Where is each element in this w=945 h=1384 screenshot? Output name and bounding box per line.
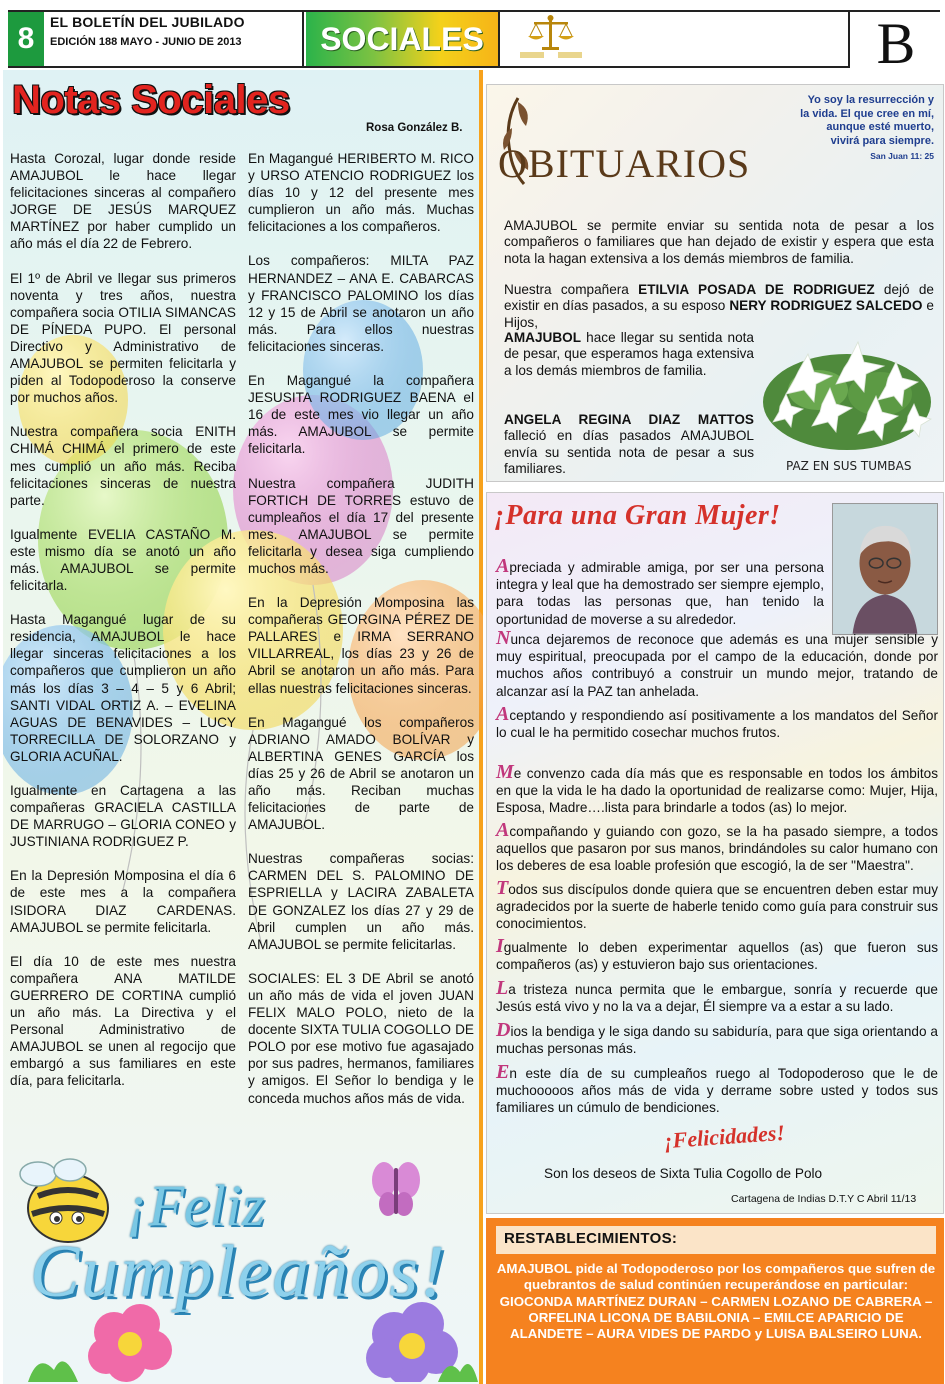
paragraph-text: a tristeza nunca permita que le embargue, sonría y recuerde que Jesús está vivo y no la va a dejar, Él siempre va a estar a su lado. [496, 982, 938, 1015]
text-span: e Hijos, [504, 298, 934, 330]
dropcap: N [496, 627, 511, 649]
relative-name: NERY RODRIGUEZ SALCEDO [729, 298, 923, 314]
mujer-paragraph [496, 977, 938, 1015]
notas-paragraph: En Magangué los compañeros ADRIANO AMADO BOLÍVAR y ALBERTINA GENES GARCÍA los días 25 y 26 de Abril se anotaron un año más. Reciban muchas felicitaciones de parte de AMAJUBOL. [248, 714, 474, 833]
cumpleanos-lettering: Cumpleaños! [30, 1231, 447, 1313]
gran-mujer-title: ¡Para una Gran Mujer! [494, 500, 781, 531]
notas-column-2 [248, 150, 474, 1124]
notas-paragraph: Nuestras compañeras socias: CARMEN DEL S. PALOMINO DE ESPRIELLA y LACIRA ZABALETA DE GONZALEZ los días 27 y 29 de Abril cumplen un año más. AMAJUBOL se permite felicitarlas. [248, 851, 474, 952]
notas-paragraph: El día 10 de este mes nuestra compañera ANA MATILDE GUERRERO DE CORTINA cumplió un año más. La Directiva y el Personal Administrativo de AMAJUBOL se unen al regocijo que embargó a sus familiares en este día, para felicitarla. [10, 953, 236, 1089]
notas-paragraph: Hasta Magangué lugar de su residencia, AMAJUBOL le hace llegar sinceras felicitaciones a los compañeros que cumplieron un año más los días 3 – 4 – 5 y 6 Abril; SANTI VIDAL ORTIZ A. – EVELINA AGUAS DE BENAVIDES – LUCY TORRECILLA DE SOLORZANO y GLORIA ACUÑAL. [10, 612, 236, 764]
notas-paragraph: Nuestra compañera JUDITH FORTICH DE TORRES estuvo de cumpleaños el día 17 del presente mes. AMAJUBOL se permite felicitarla y desea siga cumpliendo muchos más. [248, 475, 474, 576]
notas-paragraph: En la Depresión Momposina el día 6 de este mes a la compañera ISIDORA DIAZ CARDENAS. AMAJUBOL se permite felicitarla. [10, 868, 236, 935]
restablecimientos-title: RESTABLECIMIENTOS: [504, 1230, 678, 1247]
dropcap: E [496, 1061, 510, 1083]
notas-paragraph: Igualmente EVELIA CASTAÑO M. este mismo día se anotó un año más. AMAJUBOL se permite felicitarla. [10, 526, 236, 594]
dropcap: D [496, 1019, 511, 1041]
edition-line: EDICIÓN 188 MAYO - JUNIO DE 2013 [50, 36, 242, 48]
butterfly-illustration [372, 1162, 420, 1216]
mujer-paragraph [496, 1019, 938, 1057]
obituarios-frame [486, 84, 944, 482]
page-header [0, 0, 945, 76]
signature-line: Son los deseos de Sixta Tulia Cogollo de Polo [544, 1166, 823, 1181]
deceased-name: ANGELA REGINA DIAZ MATTOS [504, 412, 754, 427]
mujer-paragraph [496, 555, 824, 628]
paragraph-text: ios la bendiga y le siga dando su sabiduría, para que siga orientando a muchas personas más. [496, 1024, 938, 1057]
notas-column-1 [10, 150, 236, 1107]
notas-paragraph: Los compañeros: MILTA PAZ HERNANDEZ – ANA E. CABARCAS y FRANCISCO PALOMINO los días 12 y 15 de Abril se anotaron un año más. Para ellos nuestras felicitaciones sinceras. [248, 253, 474, 354]
notas-paragraph: Igualmente en Cartagena a las compañeras GRACIELA CASTILLA DE MARRUGO – GLORIA CONEO y JUSTINIANA RODRIGUEZ P. [10, 783, 236, 850]
section-letter: B [876, 11, 916, 76]
paragraph-text: e convenzo cada día más que es responsable en todos los ámbitos en que la vida le ha dado la oportunidad de realizarse como: Mujer, Hija, Esposa, Madre….lista para brindarle a todos (as) lo mejor. [496, 766, 938, 816]
dropcap: I [496, 935, 504, 957]
feliz-lettering: ¡Feliz [126, 1173, 265, 1238]
section-banner [306, 12, 498, 66]
mujer-paragraph [496, 703, 938, 741]
author-byline: Rosa González B. [366, 122, 463, 134]
place-date-line: Cartagena de Indias D.T.Y C Abril 11/13 [731, 1193, 917, 1205]
paragraph-text: compañando y guiando con gozo, se la ha pasado siempre, a todos aquellos que pasaron por sus manos, brindándoles su calor humano con los deberes de esa loable profesión que escogió, la de ser "Maestra". [496, 824, 938, 874]
text-span: dejó de existir en días pasados, a su esposo [504, 282, 934, 314]
notas-sociales-title: Notas Sociales [12, 78, 290, 122]
deceased-name: ETILVIA POSADA DE RODRIGUEZ [638, 282, 875, 297]
notas-paragraph: SOCIALES: EL 3 DE Abril se anotó un año más de vida el joven JUAN FELIX MALO POLO, nieto de la docente SIXTA TULIA COGOLLO DE POLO por ese motivo fue agasajado por sus padres, hermanos, familiares y amigos. El Señor lo bendiga y le conceda muchos años más de vida. [248, 970, 474, 1106]
mujer-paragraph [496, 877, 938, 933]
paragraph-text: n este día de su cumpleaños ruego al Todopoderoso que le de muchooooos años más de vida y derrame sobre usted y todos sus familiares un cúmulo de bendiciones. [496, 1066, 938, 1116]
publication-block [50, 14, 300, 48]
dropcap: T [496, 877, 509, 899]
org-name: AMAJUBOL [504, 330, 582, 345]
text-span: Nuestra compañera [504, 282, 639, 297]
flowers-caption: PAZ EN SUS TUMBAS [786, 459, 912, 473]
paragraph-text: odos sus discípulos donde quiera que se encuentren deben estar muy agradecidos por la suerte de haberle tenido como guía para construir sus conocimientos. [496, 882, 938, 932]
mujer-paragraph [496, 1061, 938, 1117]
mujer-paragraph [496, 761, 938, 817]
notas-paragraph: En la Depresión Momposina las compañeras GEORGINA PÉREZ DE PALLARES e IRMA SERRANO VILLARREAL, los días 23 y 26 de Abril se anotaron un año más. Para ellas nuestras felicitaciones sinceras. [248, 595, 474, 696]
notas-paragraph: Nuestra compañera socia ENITH CHIMÁ CHIMÁ el primero de este mes cumplió un año más. Reciba felicitaciones sinceras de nuestra parte. [10, 424, 236, 508]
section-letter-box [848, 11, 942, 76]
header-divider [498, 12, 500, 68]
header-divider [302, 12, 304, 68]
obituarios-title: OBITUARIOS [498, 141, 751, 186]
paragraph-text: preciada y admirable amiga, por ser una persona integra y leal que ha demostrado ser siempre ejemplo, para todas las personas que, han tenido la oportunidad de moverse a su alrededor. [496, 560, 824, 627]
notas-paragraph: En Magangué HERIBERTO M. RICO y URSO ATENCIO RODRIGUEZ los días 10 y 12 del presente mes cumplieron un año más. Muchas felicitaciones a los compañeros. [248, 151, 474, 235]
dropcap: L [496, 977, 509, 999]
text-span: hace llegar su sentida nota de pesar, que esperamos haga extensiva a los demás miembros de familia. [504, 330, 754, 378]
restablecimientos-text: AMAJUBOL pide al Todopoderoso por los compañeros que sufren de quebrantos de salud continúen recuperándose en particular: GIOCONDA MARTÍNEZ DURAN – CARMEN LOZANO DE CABRERA – ORFELINA LICONA DE BABILONIA – EMILCE APARICIO DE ALANDETE – AURA VIDES DE PARDO y LUISA BALSEIRO LUNA. [496, 1261, 936, 1342]
notas-paragraph: El 1º de Abril ve llegar sus primeros noventa y tres años, nuestra compañera socia OTILIA SIMANCAS DE PÍNEDA PUPO. El personal Directivo y Administrativo de AMAJUBOL se permiten felicitarla y piden al Todopoderoso la conserve por muchos años. [10, 270, 236, 406]
paragraph-text: ceptando y respondiendo así positivamente a los mandatos del Señor lo cual le ha permitido cosechar muchos frutos. [496, 708, 938, 741]
notas-paragraph: Hasta Corozal, lugar donde reside AMAJUBOL le hace llegar felicitaciones sinceras al compañero JORGE DE JESÚS MARQUEZ MARTÍNEZ por haber cumplido un año más el día 22 de Febrero. [10, 151, 236, 252]
flower-illustration [88, 1304, 172, 1382]
page-number: 8 [8, 12, 44, 66]
woman-portrait-photo [832, 503, 938, 635]
header-bottom-rule [8, 66, 848, 68]
scales-of-justice-icon [516, 14, 586, 60]
text-span: falleció en días pasados AMAJUBOL envía su sentida nota de pesar a sus familiares. [504, 428, 754, 476]
paragraph-text: gualmente lo deben experimentar aquellos (as) que fueron sus compañeros (as) y estuvieron bajo sus orientaciones. [496, 940, 938, 973]
dropcap: A [496, 555, 510, 577]
mujer-paragraph [496, 627, 938, 700]
obituarios-intro: AMAJUBOL se permite enviar su sentida nota de pesar a los compañeros o familiares que han dejado de existir y espera que esta nota la hagan extensiva a los demás miembros de familia. [504, 218, 934, 266]
publication-name: EL BOLETÍN DEL JUBILADO [50, 14, 245, 30]
notas-paragraph: En Magangué la compañera JESUSITA RODRIGUEZ BAENA el 16 de este mes vio llegar un año más. AMAJUBOL se permite felicitarla. [248, 373, 474, 457]
verse-reference: San Juan 11: 25 [870, 151, 934, 161]
dropcap: M [496, 761, 514, 783]
felicidades-lettering: ¡Felicidades! [663, 1119, 786, 1154]
paragraph-text: unca dejaremos de reconoce que además es una mujer sensible y muy espiritual, preocupada por el campo de la educación, donde por muchos años contribuyó a construir un mundo mejor, tratando de alcanzar así la PAZ tan anhelada. [496, 632, 938, 699]
dropcap: A [496, 703, 510, 725]
mujer-paragraph [496, 819, 938, 875]
mujer-paragraph [496, 935, 938, 973]
dropcap: A [496, 819, 510, 841]
section-label: SOCIALES [320, 21, 484, 57]
verse-text: Yo soy la resurrección y la vida. El que cree en mí, aunque esté muerto, vivirá para siempre. [800, 94, 934, 147]
